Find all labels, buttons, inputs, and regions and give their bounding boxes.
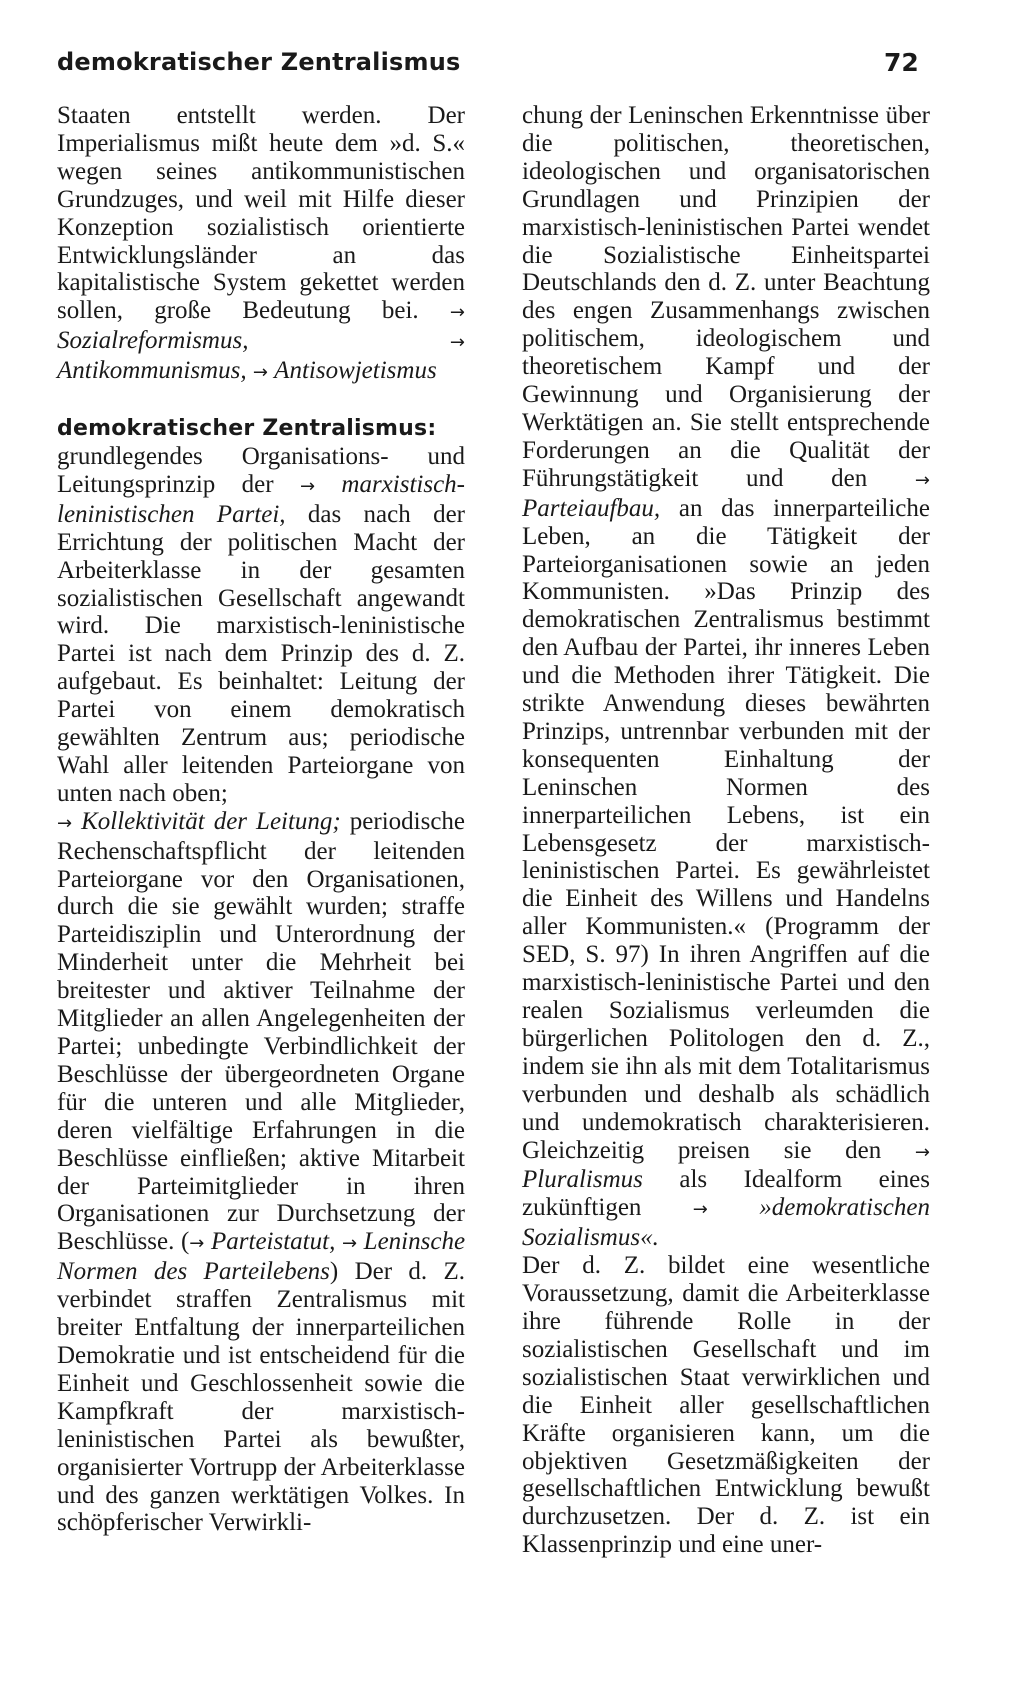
arrow-right-icon: → [57,812,73,834]
arrow-right-icon: → [914,469,930,491]
entry-text-7: als Idealform eines zukünftigen [522,1166,930,1222]
entry-demokratischer-zentralismus [57,414,465,1537]
arrow-right-icon: → [252,362,268,384]
cross-reference-parteistatut[interactable]: Parteistatut, [211,1228,336,1256]
running-head: demokratischer Zentralismus [57,48,461,76]
entry-text-5: chung der Leninschen Erkenntnisse über die politischen, theoretischen, ideologischen und organisatorischen Grundlagen und Prinzipien der marxistisch-leninistischen Partei wendet die Sozialistische Einheitspartei Deutschlands den d. Z. unter Beachtung des engen Zusammenhangs zwischen politischem, ideologischem und theoretischem Kampf und der Gewinnung und Organisierung der Werktätigen an. Sie stellt entsprechende Forderungen an die Qualität der Führungstätigkeit und den [522,102,930,492]
entry-headword: demokratischer Zentralismus: [57,416,437,442]
cross-reference-pluralismus[interactable]: Pluralismus [522,1166,643,1194]
previous-entry-continuation [57,102,465,387]
arrow-right-icon: → [299,475,316,497]
arrow-right-icon: → [341,1233,358,1255]
cross-reference-marxistisch-leninistische-partei[interactable]: marxistisch-leninistischen Partei, [57,470,465,528]
entry-text-4: ) Der d. Z. verbindet straffen Zentralismus mit breiter Entfaltung der innerparteilichen Demokratie und ist entscheidend für die Einheit und Geschlossenheit sowie die Kampfkraft der marxistisch-leninistischen Partei als bewußter, organisierter Vortrupp der Arbeiterklasse und des ganzen werktätigen Volkes. In schöpferischer Verwirkli- [57,1258,466,1537]
page-number: 72 [884,48,919,77]
entry-text-3: periodische Rechenschaftspflicht der leitenden Parteiorgane vor den Organisationen, durch die sie gewählt wurden; straffe Parteidisziplin und Unterordnung der Minderheit unter die Mehrheit bei breitester und aktiver Teilnahme der Mitglieder an allen Angelegenheiten der Partei; unbedingte Verbindlichkeit der Beschlüsse der übergeordneten Organe für die unteren und alle Mitglieder, deren vielfältige Erfahrungen in die Beschlüsse einfließen; aktive Mitarbeit der Parteimitglieder in ihren Organisationen zur Durchsetzung der Beschlüsse. ( [57,807,466,1256]
arrow-right-icon: → [914,1141,930,1163]
arrow-right-icon: → [189,1233,205,1255]
cross-reference-parteiaufbau[interactable]: Parteiaufbau, [522,494,661,522]
entry-text-8: Der d. Z. bildet eine wesentliche Voraussetzung, damit die Arbeiterklasse ihre führende Rolle in der sozialistischen Gesellschaft und im sozialistischen Staat verwirklichen und die Einheit aller gesellschaftlichen Kräfte organisieren kann, um die objektiven Gesetzmäßigkeiten der gesellschaftlichen Entwicklung bewußt durchzusetzen. Der d. Z. ist ein Klassenprinzip und eine uner- [522,1252,930,1559]
cross-reference-antisowjetismus[interactable]: Antisowjetismus [274,357,437,385]
arrow-right-icon: → [449,302,466,324]
right-column [522,102,930,1559]
cross-reference-kollektivitaet-der-leitung[interactable]: Kollektivität der Leitung; [81,807,341,835]
left-column [57,102,465,1537]
cross-reference-demokratischer-sozialismus[interactable]: »demokratischen Sozialismus«. [522,1194,930,1252]
cross-reference-sozialreformismus[interactable]: Sozialreformismus, [57,327,249,355]
arrow-right-icon: → [692,1199,708,1221]
cross-reference-antikommunismus[interactable]: Antikommunismus, [57,357,247,385]
entry-separator [57,387,465,414]
cross-reference-leninsche-normen[interactable]: Leninsche Normen des Parteilebens [57,1228,466,1286]
entry-text-2: das nach der Errichtung der politischen Macht der Arbeiterklasse in der gesamten sozialistischen Gesellschaft angewandt wird. Die marxistisch-leninistische Partei ist nach dem Prinzip des d. Z. aufgebaut. Es beinhaltet: Leitung der Partei von einem demokratisch gewählten Zentrum aus; periodische Wahl aller leitenden Parteiorgane von unten nach oben; [57,500,465,807]
entry-continuation [522,102,930,1559]
entry-text-6: an das innerparteiliche Leben, an die Tätigkeit der Parteiorganisationen sowie an jeden Kommunisten. »Das Prinzip des demokratischen Zentralismus bestimmt den Aufbau der Partei, ihr inneres Leben und die Methoden ihrer Tätigkeit. Die strikte Anwendung dieses bewährten Prinzips, untrennbar verbunden mit der konsequenten Einhaltung der Leninschen Normen des innerparteilichen Lebens, ist ein Lebensgesetz der marxistisch-leninistischen Partei. Es gewährleistet die Einheit des Willens und Handelns aller Kommunisten.« (Programm der SED, S. 97) In ihren Angriffen auf die marxistisch-leninistische Partei und den realen Sozialismus verleumden die bürgerlichen Politologen den d. Z., indem sie ihn als mit dem Totalitarismus verbunden und deshalb als schädlich und undemokratisch charakterisieren. Gleichzeitig preisen sie den [522,494,930,1164]
arrow-right-icon: → [449,332,465,354]
previous-entry-text: Staaten entstellt werden. Der Imperialismus mißt heute dem »d. S.« wegen seines antikommunistischen Grundzuges, und weil mit Hilfe dieser Konzeption sozialistisch orientierte Entwicklungsländer an das kapitalistische System gekettet werden sollen, große Bedeutung bei. [57,102,465,325]
entry-text-1: grundlegendes Organisations- und Leitungsprinzip der [57,442,465,498]
